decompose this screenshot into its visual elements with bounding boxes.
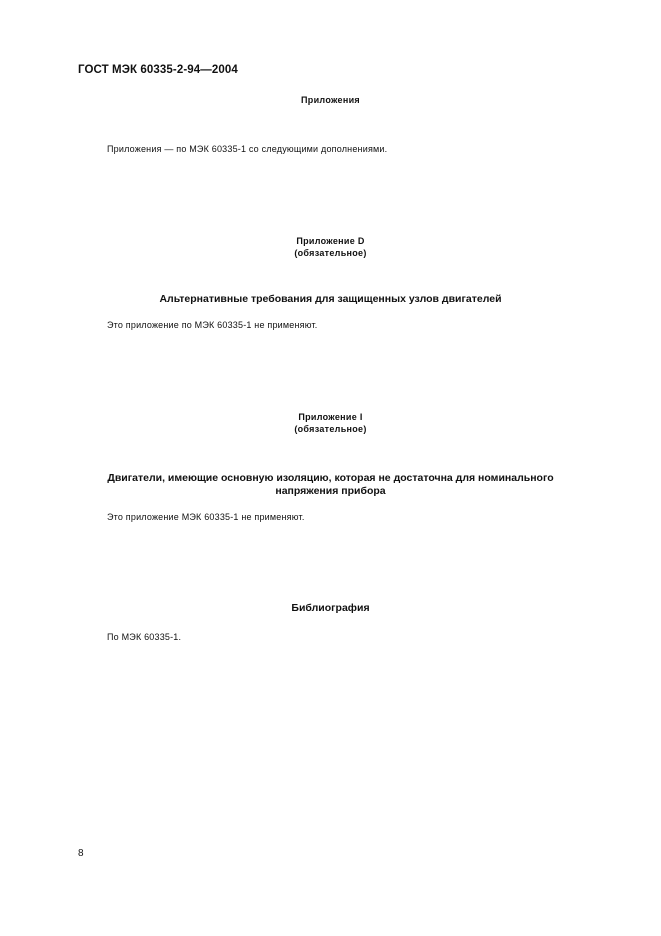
- appendix-d-label: Приложение D: [296, 236, 365, 246]
- bibliography-text: По МЭК 60335-1.: [107, 632, 182, 642]
- appendix-i-label: Приложение I: [298, 412, 363, 422]
- appendix-d-title: Альтернативные требования для защищенных узлов двигателей: [159, 293, 502, 305]
- appendices-intro: Приложения — по МЭК 60335-1 со следующими дополнениями.: [107, 144, 388, 154]
- document-code: ГОСТ МЭК 60335-2-94—2004: [78, 64, 238, 76]
- appendix-d-text: Это приложение по МЭК 60335-1 не применяют.: [107, 320, 318, 330]
- appendices-heading: Приложения: [301, 95, 360, 105]
- appendix-i-status: (обязательное): [294, 424, 367, 434]
- appendix-i-text: Это приложение МЭК 60335-1 не применяют.: [107, 512, 305, 522]
- appendix-d-status: (обязательное): [294, 248, 367, 258]
- bibliography-heading: Библиография: [291, 602, 370, 614]
- page-number: 8: [78, 848, 84, 859]
- appendix-i-title-line1: Двигатели, имеющие основную изоляцию, которая не достаточна для номинального: [107, 472, 554, 484]
- appendix-i-title-line2: напряжения прибора: [275, 485, 386, 497]
